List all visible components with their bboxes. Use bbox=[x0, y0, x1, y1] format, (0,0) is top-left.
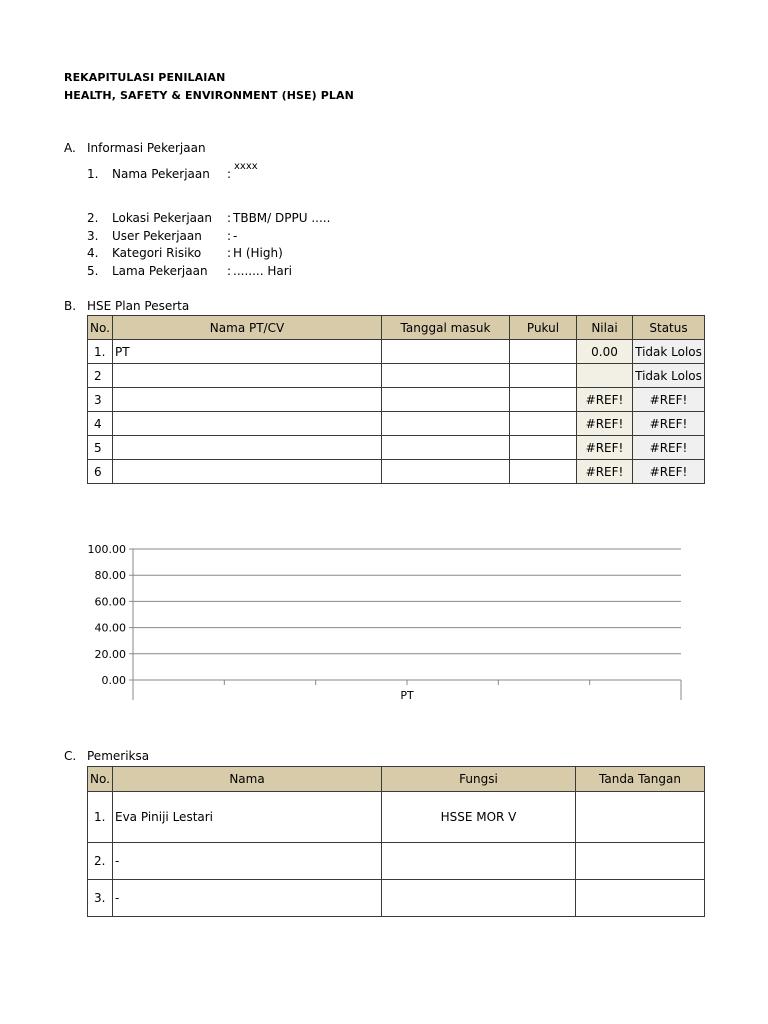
section-a-title: Informasi Pekerjaan bbox=[87, 141, 206, 155]
examiner-table bbox=[87, 766, 705, 917]
col-header-nilai: Nilai bbox=[577, 316, 633, 340]
cell-nama bbox=[113, 388, 382, 412]
cell-no: 2. bbox=[88, 843, 113, 880]
cell-nilai: #REF! bbox=[577, 412, 633, 436]
job-info-num: 5. bbox=[87, 264, 99, 278]
job-info-label: Nama Pekerjaan bbox=[112, 167, 210, 181]
report-subtitle: HEALTH, SAFETY & ENVIRONMENT (HSE) PLAN bbox=[64, 89, 354, 102]
table-row bbox=[88, 843, 705, 880]
cell-no: 1. bbox=[88, 792, 113, 843]
cell-status: #REF! bbox=[633, 436, 705, 460]
cell-nama: - bbox=[113, 880, 382, 917]
chart-y-tick-label: 40.00 bbox=[94, 621, 126, 635]
job-info-num: 1. bbox=[87, 167, 99, 181]
cell-signature bbox=[576, 843, 705, 880]
cell-status: Tidak Lolos bbox=[633, 340, 705, 364]
job-info-num: 3. bbox=[87, 229, 99, 243]
cell-tanggal bbox=[382, 436, 510, 460]
cell-nilai: 0.00 bbox=[577, 340, 633, 364]
cell-nama bbox=[113, 436, 382, 460]
cell-tanggal bbox=[382, 412, 510, 436]
table-row bbox=[88, 412, 705, 436]
job-info-value: - bbox=[233, 229, 238, 243]
table-row bbox=[88, 340, 705, 364]
cell-nilai bbox=[577, 364, 633, 388]
cell-tanggal bbox=[382, 460, 510, 484]
cell-pukul bbox=[510, 436, 577, 460]
section-a-letter: A. bbox=[64, 141, 76, 155]
job-info-sep: : bbox=[227, 229, 232, 243]
cell-no: 3. bbox=[88, 880, 113, 917]
table-row bbox=[88, 388, 705, 412]
section-b-title: HSE Plan Peserta bbox=[87, 299, 190, 313]
job-info-sep: : bbox=[227, 246, 232, 260]
cell-pukul bbox=[510, 412, 577, 436]
chart-y-tick-label: 20.00 bbox=[94, 647, 126, 661]
cell-pukul bbox=[510, 340, 577, 364]
report-title: REKAPITULASI PENILAIAN bbox=[64, 71, 226, 84]
section-c-letter: C. bbox=[64, 749, 77, 763]
col-header-nama: Nama PT/CV bbox=[113, 316, 382, 340]
job-info-sep: : bbox=[227, 167, 232, 181]
cell-nama bbox=[113, 364, 382, 388]
cell-status: #REF! bbox=[633, 388, 705, 412]
cell-tanggal bbox=[382, 364, 510, 388]
job-info-value: xxxx bbox=[234, 161, 258, 172]
cell-tanggal bbox=[382, 340, 510, 364]
table-header-row bbox=[88, 316, 705, 340]
col-header-tanggal: Tanggal masuk bbox=[382, 316, 510, 340]
score-chart bbox=[80, 538, 690, 708]
cell-signature bbox=[576, 880, 705, 917]
cell-no: 1. bbox=[88, 340, 113, 364]
col-header-no: No. bbox=[88, 767, 113, 792]
chart-y-axis bbox=[88, 543, 134, 700]
col-header-fungsi: Fungsi bbox=[382, 767, 576, 792]
table-row bbox=[88, 436, 705, 460]
chart-y-tick-label: 80.00 bbox=[94, 569, 126, 583]
table-row bbox=[88, 460, 705, 484]
cell-fungsi bbox=[382, 880, 576, 917]
cell-no: 6 bbox=[88, 460, 113, 484]
col-header-tanda-tangan: Tanda Tangan bbox=[576, 767, 705, 792]
chart-y-tick-label: 0.00 bbox=[101, 674, 126, 687]
job-info-label: Kategori Risiko bbox=[112, 246, 202, 260]
section-b-letter: B. bbox=[64, 299, 77, 313]
cell-nilai: #REF! bbox=[577, 436, 633, 460]
cell-pukul bbox=[510, 364, 577, 388]
cell-pukul bbox=[510, 388, 577, 412]
job-info-value: ........ Hari bbox=[233, 264, 292, 278]
table-header-row bbox=[88, 767, 705, 792]
job-info-sep: : bbox=[227, 264, 232, 278]
cell-no: 2 bbox=[88, 364, 113, 388]
cell-no: 4 bbox=[88, 412, 113, 436]
chart-x-axis bbox=[133, 680, 681, 702]
cell-signature bbox=[576, 792, 705, 843]
cell-nama bbox=[113, 412, 382, 436]
cell-status: #REF! bbox=[633, 460, 705, 484]
cell-fungsi bbox=[382, 843, 576, 880]
cell-fungsi: HSSE MOR V bbox=[382, 792, 576, 843]
table-row bbox=[88, 880, 705, 917]
chart-y-tick-label: 60.00 bbox=[94, 595, 126, 609]
job-info-label: User Pekerjaan bbox=[112, 229, 202, 243]
hse-plan-table bbox=[87, 315, 705, 484]
cell-status: #REF! bbox=[633, 412, 705, 436]
section-c-title: Pemeriksa bbox=[87, 749, 150, 763]
col-header-status: Status bbox=[633, 316, 705, 340]
cell-no: 3 bbox=[88, 388, 113, 412]
job-info-sep: : bbox=[227, 211, 232, 225]
cell-nama bbox=[113, 460, 382, 484]
job-info-num: 2. bbox=[87, 211, 99, 225]
table-row bbox=[88, 364, 705, 388]
cell-nama: - bbox=[113, 843, 382, 880]
col-header-pukul: Pukul bbox=[510, 316, 577, 340]
cell-tanggal bbox=[382, 388, 510, 412]
job-info-num: 4. bbox=[87, 246, 99, 260]
cell-no: 5 bbox=[88, 436, 113, 460]
chart-y-tick-label: 100.00 bbox=[87, 543, 126, 556]
cell-pukul bbox=[510, 460, 577, 484]
cell-nilai: #REF! bbox=[577, 388, 633, 412]
cell-nama: PT bbox=[113, 340, 382, 364]
cell-nilai: #REF! bbox=[577, 460, 633, 484]
chart-x-tick-label: PT bbox=[400, 689, 414, 702]
chart-grid bbox=[129, 549, 681, 680]
col-header-nama: Nama bbox=[113, 767, 382, 792]
cell-nama: Eva Piniji Lestari bbox=[113, 792, 382, 843]
cell-status: Tidak Lolos bbox=[633, 364, 705, 388]
job-info-value: TBBM/ DPPU ..... bbox=[233, 211, 331, 225]
job-info-label: Lokasi Pekerjaan bbox=[112, 211, 212, 225]
table-row bbox=[88, 792, 705, 843]
col-header-no: No. bbox=[88, 316, 113, 340]
job-info-label: Lama Pekerjaan bbox=[112, 264, 208, 278]
job-info-value: H (High) bbox=[233, 246, 283, 260]
